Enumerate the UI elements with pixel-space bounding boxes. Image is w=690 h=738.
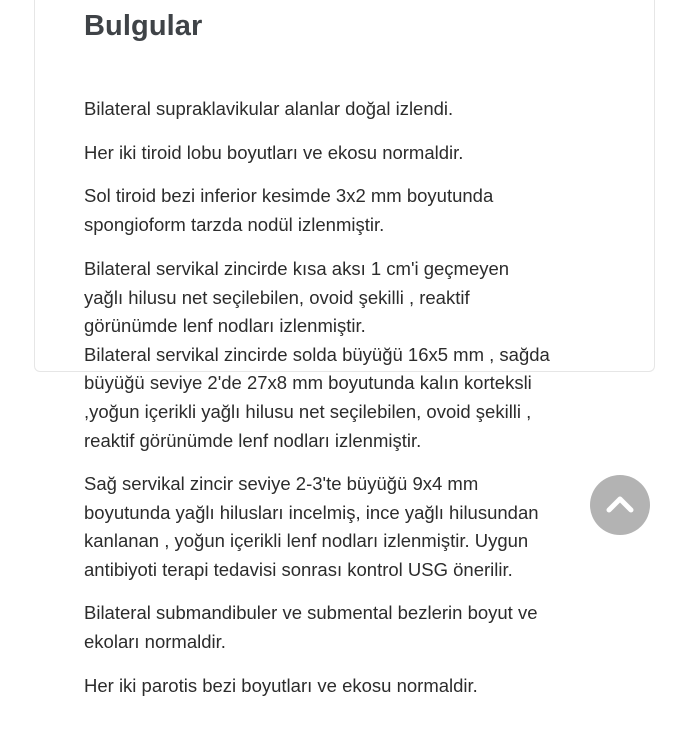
text-line: Her iki tiroid lobu boyutları ve ekosu normaldir.: [84, 142, 464, 163]
paragraph-supraclavicular: [84, 95, 453, 124]
text-line: Sol tiroid bezi inferior kesimde 3x2 mm boyutunda: [84, 185, 494, 206]
chevron-up-icon: [604, 489, 636, 521]
text-line: Sağ servikal zincir seviye 2-3'te büyüğü 9x4 mm: [84, 473, 479, 494]
paragraph-parotid: [84, 672, 478, 701]
text-line: boyutunda yağlı hilusları incelmiş, ince yağlı hilusundan: [84, 501, 539, 523]
scroll-to-top-button[interactable]: [590, 475, 650, 535]
text-line: Bilateral submandibuler ve submental bezlerin boyut ve: [84, 602, 538, 623]
paragraph-thyroid-nodule: [84, 182, 493, 239]
text-line: Her iki parotis bezi boyutları ve ekosu normaldir.: [84, 675, 478, 696]
paragraph-right-cervical: [84, 470, 539, 584]
text-line: yağlı hilusu net seçilebilen, ovoid şekilli , reaktif: [84, 286, 470, 308]
text-line: Bilateral supraklavikular alanlar doğal izlendi.: [84, 98, 454, 119]
text-line: Bilateral servikal zincirde kısa aksı 1 cm'i geçmeyen: [84, 258, 510, 279]
text-line: ,yoğun içerikli yağlı hilusu net seçilebilen, ovoid şekilli ,: [84, 400, 532, 422]
text-line: Bilateral servikal zincirde solda büyüğü 16x5 mm , sağda: [84, 343, 550, 365]
section-title: Bulgular: [84, 10, 203, 42]
text-line: kanlanan , yoğun içerikli lenf nodları izlenmiştir. Uygun: [84, 530, 529, 552]
text-line: ekoları normaldir.: [84, 630, 226, 652]
text-line: reaktif görünümde lenf nodları izlenmiştir.: [84, 429, 422, 451]
text-line: antibiyoti terapi tedavisi sonrası kontrol USG önerilir.: [84, 558, 513, 580]
paragraph-thyroid-lobes: [84, 139, 463, 168]
paragraph-submandibular: [84, 599, 538, 656]
paragraph-cervical-chain: [84, 255, 550, 455]
text-line: görünümde lenf nodları izlenmiştir.: [84, 315, 366, 337]
text-line: büyüğü seviye 2'de 27x8 mm boyutunda kalın korteksli: [84, 372, 532, 394]
text-line: spongioform tarzda nodül izlenmiştir.: [84, 213, 385, 235]
